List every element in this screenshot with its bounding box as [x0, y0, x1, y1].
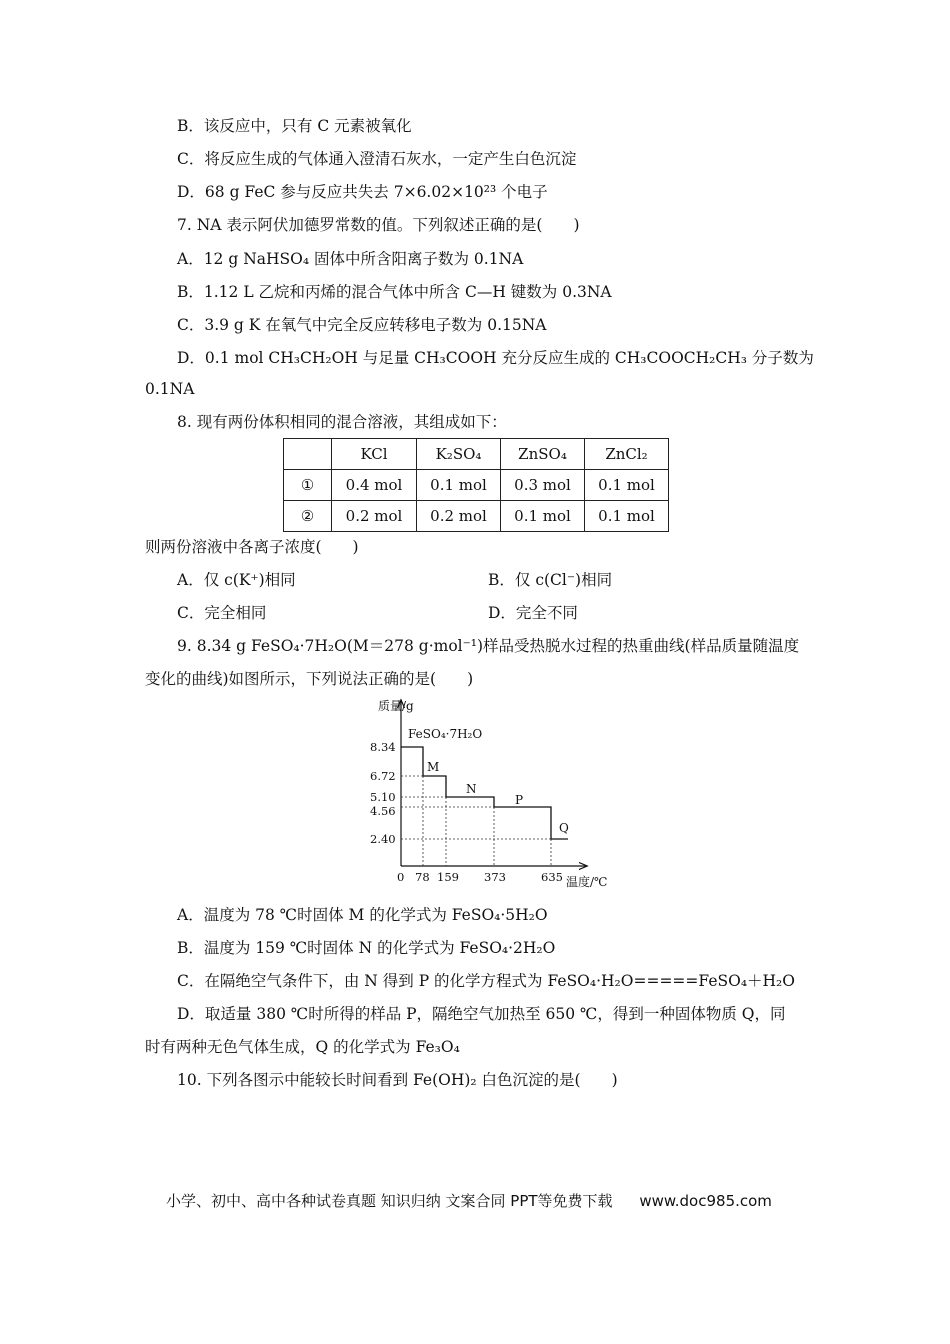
table-header-cell: K₂SO₄	[417, 439, 501, 470]
x-origin-label: 0	[397, 870, 405, 884]
table-row	[284, 501, 669, 532]
table-cell: 0.3 mol	[501, 470, 585, 501]
table-cell: 0.1 mol	[585, 501, 669, 532]
table-header-cell: ZnSO₄	[501, 439, 585, 470]
x-tick-label: 159	[437, 870, 459, 884]
table-header-cell: ZnCl₂	[585, 439, 669, 470]
q8-question: 则两份溶液中各离子浓度( )	[145, 538, 359, 556]
q6-option-c: C．将反应生成的气体通入澄清石灰水，一定产生白色沉淀	[177, 150, 577, 168]
table-cell: 0.2 mol	[332, 501, 417, 532]
q9-stem: 9. 8.34 g FeSO₄·7H₂O(M＝278 g·mol⁻¹)样品受热脱水过程的热重曲线(样品质量随温度	[177, 637, 800, 655]
y-tick-label: 8.34	[370, 740, 396, 754]
x-tick-label: 635	[541, 870, 563, 884]
curve-label-q: Q	[559, 821, 569, 835]
q9-option-b: B．温度为 159 ℃时固体 N 的化学式为 FeSO₄·2H₂O	[177, 939, 556, 957]
thermogravimetric-graph	[360, 695, 630, 895]
q8-option-c: C．完全相同	[177, 604, 267, 622]
footer-site-link[interactable]: www.doc985.com	[639, 1192, 772, 1210]
footer-text: 小学、初中、高中各种试卷真题 知识归纳 文案合同 PPT等免费下载	[166, 1192, 613, 1210]
q7-stem: 7. NA 表示阿伏加德罗常数的值。下列叙述正确的是( )	[177, 216, 580, 234]
table-row	[284, 470, 669, 501]
page-footer	[166, 1190, 772, 1211]
q8-option-d: D．完全不同	[488, 604, 578, 622]
q9-option-d-cont: 时有两种无色气体生成，Q 的化学式为 Fe₃O₄	[145, 1038, 460, 1056]
table-cell: ①	[284, 470, 332, 501]
q9-option-c: C．在隔绝空气条件下，由 N 得到 P 的化学方程式为 FeSO₄·H₂O=====FeSO₄＋H₂O	[177, 972, 795, 990]
table-cell: 0.2 mol	[417, 501, 501, 532]
curve-label-n: N	[466, 782, 477, 796]
q9-option-d: D．取适量 380 ℃时所得的样品 P，隔绝空气加热至 650 ℃，得到一种固体物质 Q，同	[177, 1005, 786, 1023]
y-tick-label: 4.56	[370, 804, 396, 818]
curve-label-p: P	[515, 793, 524, 807]
composition-table	[283, 438, 669, 532]
table-header-cell: KCl	[332, 439, 417, 470]
q9-option-a: A．温度为 78 ℃时固体 M 的化学式为 FeSO₄·5H₂O	[177, 906, 548, 924]
x-tick-label: 373	[484, 870, 506, 884]
y-tick-label: 6.72	[370, 769, 396, 783]
y-tick-label: 2.40	[370, 832, 396, 846]
q9-stem-cont: 变化的曲线)如图所示，下列说法正确的是( )	[145, 670, 474, 688]
x-tick-label: 78	[415, 870, 430, 884]
q10-stem: 10. 下列各图示中能较长时间看到 Fe(OH)₂ 白色沉淀的是( )	[177, 1071, 618, 1089]
x-axis-label: 温度/℃	[566, 875, 608, 889]
q7-option-a: A．12 g NaHSO₄ 固体中所含阳离子数为 0.1NA	[177, 250, 524, 268]
table-cell: ②	[284, 501, 332, 532]
q7-option-b: B．1.12 L 乙烷和丙烯的混合气体中所含 C—H 键数为 0.3NA	[177, 283, 612, 301]
curve-label-m: M	[427, 760, 440, 774]
q8-option-a: A．仅 c(K⁺)相同	[177, 571, 296, 589]
q6-option-d: D．68 g FeC 参与反应共失去 7×6.02×10²³ 个电子	[177, 183, 548, 201]
q7-option-d-cont: 0.1NA	[145, 380, 195, 398]
q8-stem: 8. 现有两份体积相同的混合溶液，其组成如下：	[177, 413, 507, 431]
curve-label-feso4: FeSO₄·7H₂O	[408, 727, 483, 741]
table-header-cell	[284, 439, 332, 470]
y-axis-label: 质量/g	[378, 699, 414, 713]
table-cell: 0.4 mol	[332, 470, 417, 501]
table-header-row	[284, 439, 669, 470]
q6-option-b: B．该反应中，只有 C 元素被氧化	[177, 117, 412, 135]
q7-option-d: D．0.1 mol CH₃CH₂OH 与足量 CH₃COOH 充分反应生成的 CH₃COOCH₂CH₃ 分子数为	[177, 349, 814, 367]
table-cell: 0.1 mol	[501, 501, 585, 532]
y-tick-label: 5.10	[370, 790, 396, 804]
table-cell: 0.1 mol	[417, 470, 501, 501]
q7-option-c: C．3.9 g K 在氧气中完全反应转移电子数为 0.15NA	[177, 316, 547, 334]
table-cell: 0.1 mol	[585, 470, 669, 501]
q8-option-b: B．仅 c(Cl⁻)相同	[488, 571, 613, 589]
